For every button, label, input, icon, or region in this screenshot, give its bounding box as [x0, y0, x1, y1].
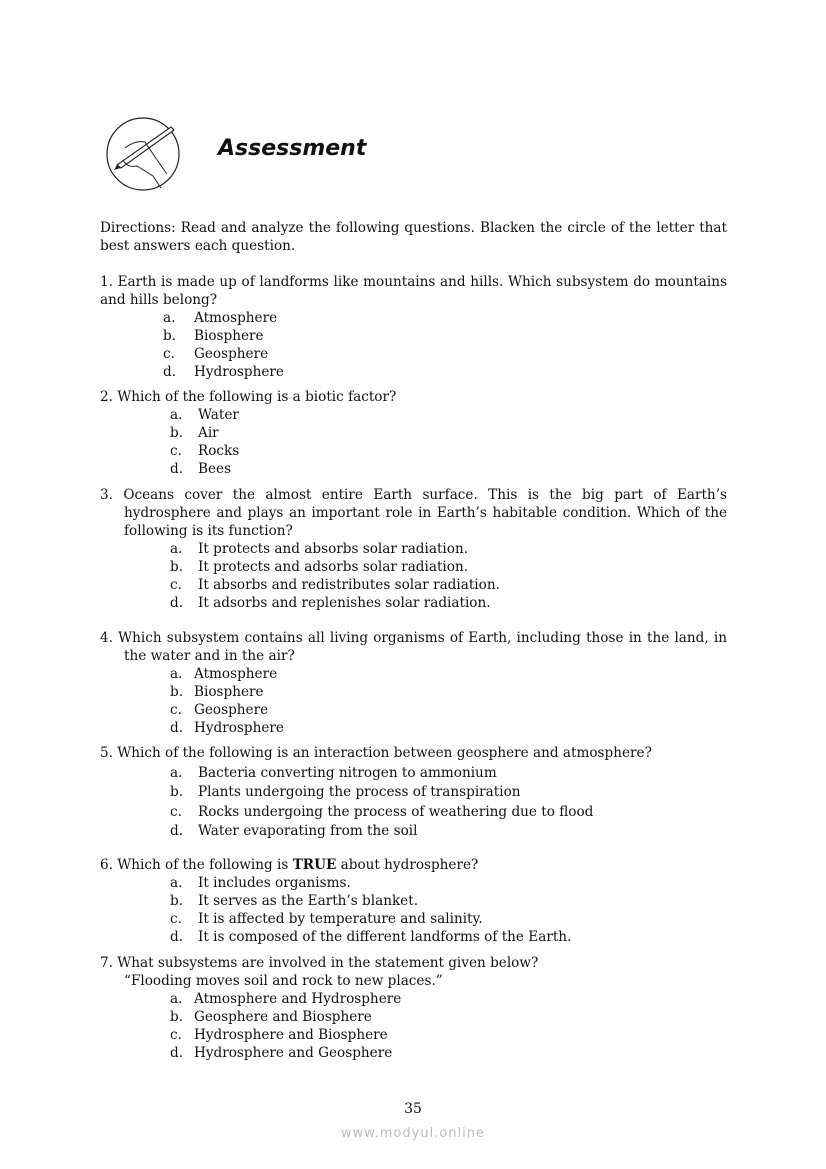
- option[interactable]: b. Air: [170, 425, 219, 441]
- option[interactable]: b. Biosphere: [170, 684, 264, 700]
- question-text: 3. Oceans cover the almost entire Earth surface. This is the big part of Earth’s hydrosphere and plays an important role in Earth’s habitable condition. Which of the following is its function?: [100, 487, 727, 539]
- page-title: Assessment: [218, 136, 367, 161]
- option[interactable]: c. Geosphere: [170, 702, 269, 718]
- option[interactable]: a. Water: [170, 407, 239, 423]
- option[interactable]: d. Water evaporating from the soil: [170, 823, 418, 839]
- option[interactable]: b. Plants undergoing the process of transpiration: [170, 784, 521, 800]
- option[interactable]: a. Atmosphere: [170, 666, 278, 682]
- option[interactable]: c. Hydrosphere and Biosphere: [170, 1027, 388, 1043]
- option[interactable]: b. Biosphere: [163, 328, 264, 344]
- question-7: [100, 954, 727, 1062]
- question-text: 7. What subsystems are involved in the statement given below?: [100, 955, 539, 971]
- question-quote: “Flooding moves soil and rock to new places.”: [124, 973, 443, 989]
- question-text: 4. Which subsystem contains all living organisms of Earth, including those in the land, in the water and in the air?: [100, 630, 727, 664]
- option[interactable]: d. Hydrosphere: [170, 720, 284, 736]
- directions: Directions: Read and analyze the following questions. Blacken the circle of the letter that best answers each question.: [100, 220, 727, 254]
- question-6: [100, 856, 727, 946]
- question-1: [100, 273, 727, 381]
- watermark: www.modyul.online: [340, 1126, 486, 1141]
- option[interactable]: c. Rocks: [170, 443, 240, 459]
- option[interactable]: a. Atmosphere: [163, 310, 278, 326]
- question-4: [100, 629, 727, 737]
- option[interactable]: d. Bees: [170, 461, 232, 477]
- option[interactable]: c. It is affected by temperature and salinity.: [170, 911, 483, 927]
- option[interactable]: b. It protects and adsorbs solar radiation.: [170, 559, 469, 575]
- option[interactable]: b. It serves as the Earth’s blanket.: [170, 893, 419, 909]
- question-text: 5. Which of the following is an interaction between geosphere and atmosphere?: [100, 745, 652, 761]
- question-3: [100, 486, 727, 612]
- option[interactable]: a. Atmosphere and Hydrosphere: [170, 991, 402, 1007]
- question-text: 6. Which of the following is TRUE about hydrosphere?: [100, 857, 479, 873]
- question-text: 1. Earth is made up of landforms like mountains and hills. Which subsystem do mountains and hills belong?: [100, 274, 727, 308]
- question-text: 2. Which of the following is a biotic factor?: [100, 389, 397, 405]
- option[interactable]: d. It adsorbs and replenishes solar radiation.: [170, 595, 491, 611]
- option[interactable]: c. It absorbs and redistributes solar radiation.: [170, 577, 500, 593]
- option[interactable]: d. It is composed of the different landforms of the Earth.: [170, 929, 572, 945]
- option[interactable]: c. Rocks undergoing the process of weathering due to flood: [170, 803, 594, 820]
- page-number: 35: [404, 1101, 422, 1117]
- option[interactable]: d. Hydrosphere and Geosphere: [170, 1045, 393, 1061]
- option[interactable]: b. Geosphere and Biosphere: [170, 1009, 372, 1025]
- option[interactable]: a. It includes organisms.: [170, 875, 351, 891]
- writing-hand-icon: [105, 110, 181, 198]
- option[interactable]: a. It protects and absorbs solar radiation.: [170, 541, 469, 557]
- option[interactable]: c. Geosphere: [163, 346, 269, 362]
- option[interactable]: a. Bacteria converting nitrogen to ammonium: [170, 764, 497, 781]
- option[interactable]: d. Hydrosphere: [163, 364, 284, 380]
- question-5: [100, 744, 727, 842]
- question-2: [100, 388, 727, 478]
